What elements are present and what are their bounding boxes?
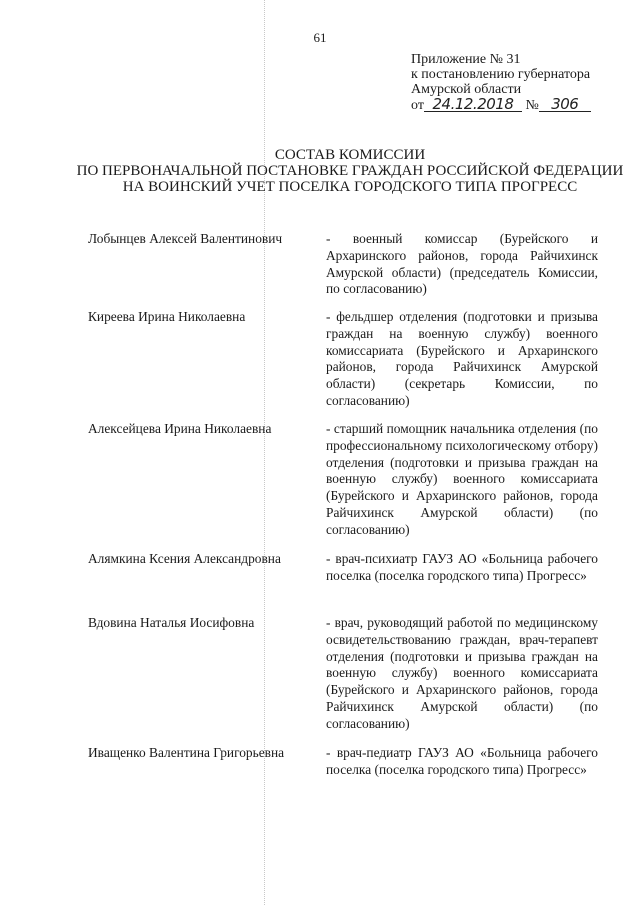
member-row: [88, 421, 600, 551]
appendix-line-3: Амурской области: [411, 82, 522, 97]
member-role: - военный комиссар (Бурейского и Архаринского районов, города Райчихинск Амурской области) (председатель Комиссии, по согласованию): [326, 231, 598, 297]
member-name: Иващенко Валентина Григорьевна: [88, 745, 285, 760]
member-row: [88, 309, 600, 421]
title-line-3: НА ВОИНСКИЙ УЧЕТ ПОСЕЛКА ГОРОДСКОГО ТИПА ПРОГРЕСС: [122, 179, 578, 195]
appendix-line-2: к постановлению губернатора: [411, 67, 591, 82]
handwritten-number: 306: [539, 97, 591, 112]
appendix-header: [411, 52, 626, 113]
member-name: Алямкина Ксения Александровна: [88, 551, 281, 566]
appendix-line-1: Приложение № 31: [411, 52, 521, 67]
document-title: [70, 147, 630, 195]
appendix-date-line: [411, 97, 626, 113]
member-row: [88, 745, 600, 805]
date-prefix: от: [411, 98, 424, 113]
member-role: - фельдшер отделения (подготовки и призыва граждан на военную службу) военного комиссариата (Бурейского и Архаринского районов, города Райчихинск Амурской области) (секретарь Комиссии, по согласованию): [326, 309, 598, 408]
member-role: - врач-психиатр ГАУЗ АО «Больница рабочего поселка (поселка городского типа) Прогресс»: [326, 551, 598, 583]
number-sign: №: [525, 98, 539, 113]
commission-members-list: [88, 231, 600, 805]
member-name: Алексейцева Ирина Николаевна: [88, 421, 272, 436]
member-role: - старший помощник начальника отделения (по профессиональному психологическому отбору) отделения (подготовки и призыва граждан на военную службу) военного комиссариата (Бурейского и Архаринского районов, города Райчихинск Амурской области) (по согласованию): [326, 421, 598, 537]
title-line-1: СОСТАВ КОМИССИИ: [274, 147, 426, 163]
member-name: Вдовина Наталья Иосифовна: [88, 615, 255, 630]
title-line-2: ПО ПЕРВОНАЧАЛЬНОЙ ПОСТАНОВКЕ ГРАЖДАН РОССИЙСКОЙ ФЕДЕРАЦИИ: [76, 163, 624, 179]
member-row: [88, 231, 600, 309]
member-name: Лобынцев Алексей Валентинович: [88, 231, 283, 246]
member-row: [88, 615, 600, 745]
member-role: - врач-педиатр ГАУЗ АО «Больница рабочего поселка (поселка городского типа) Прогресс»: [326, 745, 598, 777]
handwritten-date: 24.12.2018: [424, 97, 522, 112]
member-name: Киреева Ирина Николаевна: [88, 309, 246, 324]
member-row: [88, 551, 600, 615]
page-number: 61: [313, 30, 327, 45]
member-role: - врач, руководящий работой по медицинскому освидетельствованию граждан, врач-терапевт отделения (подготовки и призыва граждан на военную службу) военного комиссариата (Бурейского и Архаринского районов, города Райчихинск Амурской области) (по согласованию): [326, 615, 598, 731]
